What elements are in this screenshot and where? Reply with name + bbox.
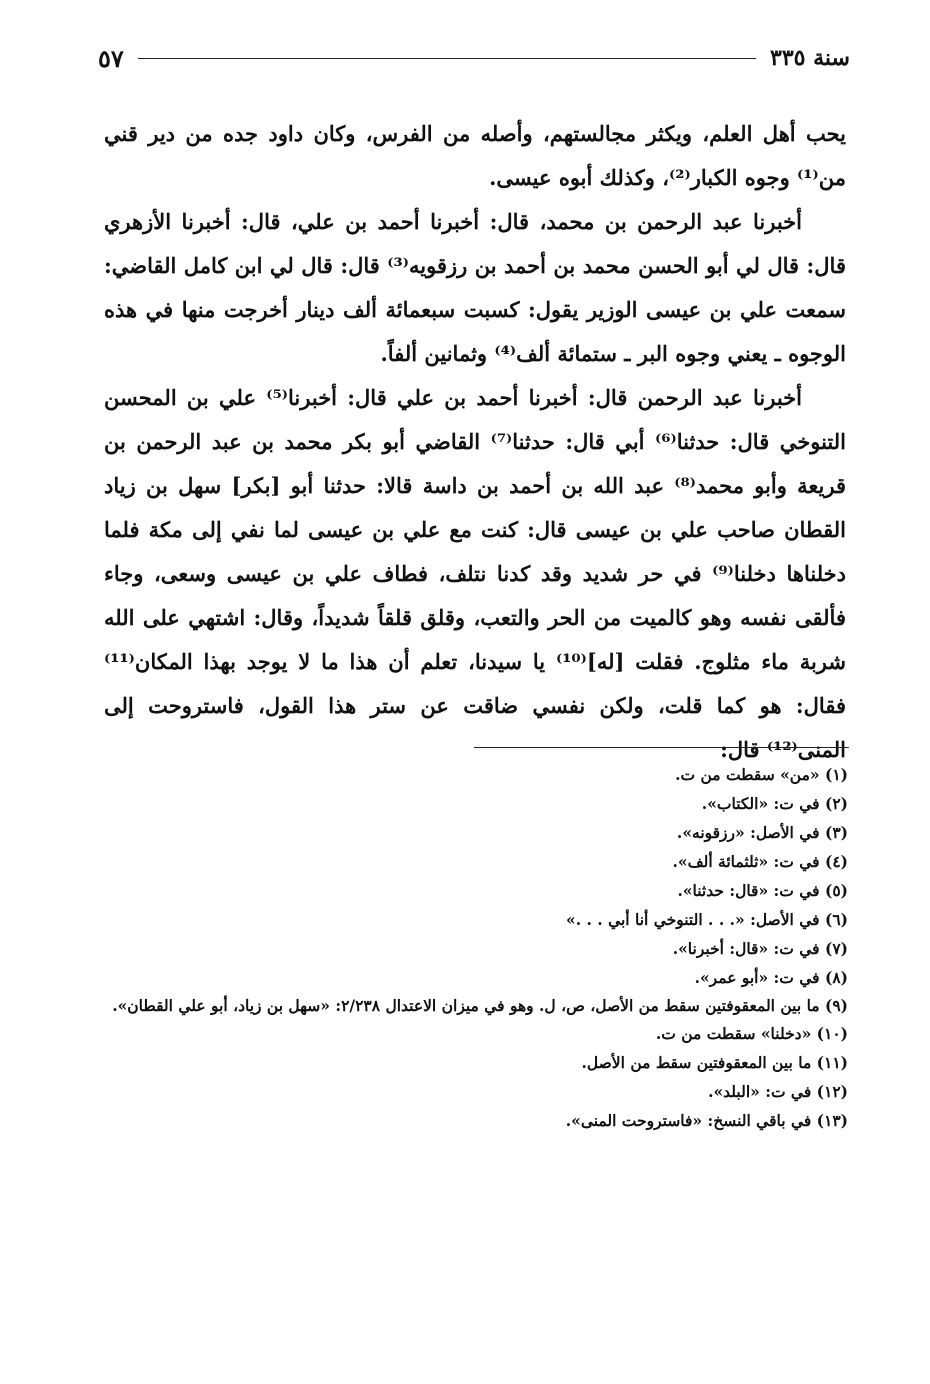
- footnote-separator: [474, 747, 849, 748]
- paragraph: أخبرنا عبد الرحمن قال: أخبرنا أحمد بن علي قال: أخبرنا⁽⁵⁾ علي بن المحسن التنوخي قال: حدثنا⁽⁶⁾ أبي قال: حدثنا⁽⁷⁾ القاضي أبو بكر محمد بن عبد الرحمن بن قريعة وأبو محمد⁽⁸⁾ عبد الله بن أحمد بن داسة قالا: حدثنا أبو [بكر] سهل بن زياد القطان صاحب علي بن عيسى قال: كنت مع علي بن عيسى لما نفي إلى مكة فلما دخلناها دخلنا⁽⁹⁾ في حر شديد وقد كدنا نتلف، فطاف علي بن عيسى وسعى، وجاء فألقى نفسه وهو كالميت من الحر والتعب، وقلق قلقاً شديداً، وقال: اشتهي على الله شربة ماء مثلوج. فقلت [له]⁽¹⁰⁾ يا سيدنا، تعلم أن هذا ما لا يوجد بهذا المكان⁽¹¹⁾ فقال: هو كما قلت، ولكن نفسي ضاقت عن ستر هذا القول، فاستروحت إلى المنى⁽¹²⁾ قال:: [104, 385, 846, 762]
- running-head: سنة ٣٣٥: [770, 45, 850, 71]
- footnote: (١) «من» سقطت من ت.: [675, 765, 848, 784]
- footnote: (٢) في ت: «الكتاب».: [701, 794, 848, 813]
- footnote: (٧) في ت: «قال: أخبرنا».: [672, 939, 848, 958]
- footnote: (١٢) في ت: «البلد».: [708, 1082, 848, 1101]
- footnote: (١١) ما بين المعقوفتين سقط من الأصل.: [581, 1053, 848, 1072]
- footnote: (٨) في ت: «أبو عمر».: [694, 968, 848, 987]
- footnote: (٦) في الأصل: «. . . التنوخي أنا أبي . . .»: [566, 910, 848, 929]
- header-rule: [138, 58, 756, 59]
- page-number: ٥٧: [98, 43, 124, 73]
- footnote: (٩) ما بين المعقوفتين سقط من الأصل، ص، ل. وهو في ميزان الاعتدال ٢/٢٣٨: «سهل بن زياد، أبو علي القطان».: [112, 996, 848, 1015]
- footnote: (٥) في ت: «قال: حدثنا».: [677, 881, 848, 900]
- footnote: (١٠) «دخلنا» سقطت من ت.: [655, 1024, 848, 1043]
- footnote: (٤) في ت: «ثلثمائة ألف».: [672, 852, 848, 871]
- page-header: [98, 38, 850, 78]
- paragraph: أخبرنا عبد الرحمن بن محمد، قال: أخبرنا أحمد بن علي، قال: أخبرنا الأزهري قال: قال لي أبو الحسن محمد بن أحمد بن رزقويه⁽³⁾ قال: قال لي ابن كامل القاضي: سمعت علي بن عيسى الوزير يقول: كسبت سبعمائة ألف دينار أخرجت منها في هذه الوجوه ـ يعني وجوه البر ـ ستمائة ألف⁽⁴⁾ وثمانين ألفاً.: [104, 209, 846, 366]
- main-text: [104, 112, 846, 772]
- footnotes: [96, 760, 848, 1135]
- footnote: (١٣) في باقي النسخ: «فاستروحت المنى».: [565, 1111, 848, 1130]
- footnote: (٣) في الأصل: «رزقونه».: [676, 823, 848, 842]
- paragraph: يحب أهل العلم، ويكثر مجالستهم، وأصله من الفرس، وكان داود جده من دير قني من⁽¹⁾ وجوه الكبار⁽²⁾، وكذلك أبوه عيسى.: [104, 121, 846, 190]
